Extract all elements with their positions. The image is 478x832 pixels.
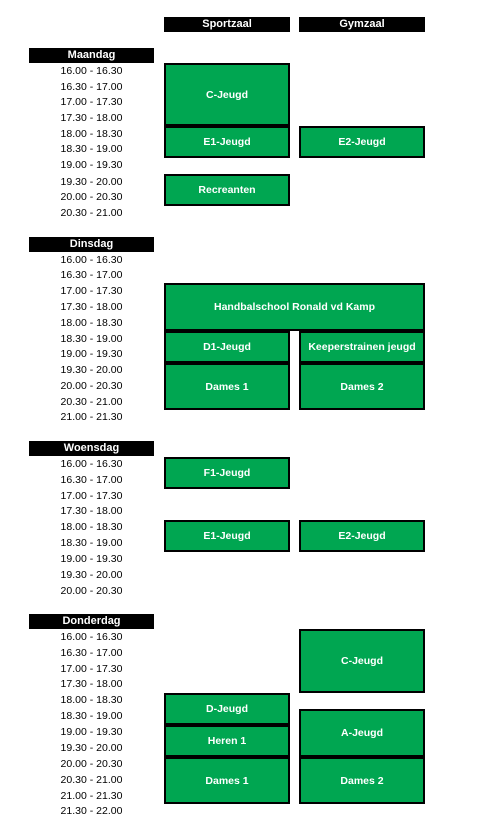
training-block: E1-Jeugd	[164, 520, 290, 552]
time-slot: 16.30 - 17.00	[60, 474, 123, 486]
training-block: Dames 1	[164, 363, 290, 410]
training-block: E1-Jeugd	[164, 126, 290, 158]
time-slot: 17.30 - 18.00	[60, 505, 123, 517]
column-header-gymzaal: Gymzaal	[299, 17, 425, 32]
time-slot: 18.30 - 19.00	[60, 537, 123, 549]
day-header-maandag: Maandag	[29, 48, 154, 63]
column-header-sportzaal: Sportzaal	[164, 17, 290, 32]
time-slot: 20.00 - 20.30	[60, 191, 123, 203]
time-slot: 17.00 - 17.30	[60, 285, 123, 297]
training-block: Recreanten	[164, 174, 290, 206]
training-block: E2-Jeugd	[299, 126, 425, 158]
training-block: F1-Jeugd	[164, 457, 290, 489]
training-block: Handbalschool Ronald vd Kamp	[164, 283, 425, 331]
time-slot: 19.00 - 19.30	[60, 348, 123, 360]
time-slot: 17.00 - 17.30	[60, 663, 123, 675]
training-block: Keeperstrainen jeugd	[299, 331, 425, 363]
time-slot: 16.00 - 16.30	[60, 631, 123, 643]
time-slot: 16.30 - 17.00	[60, 647, 123, 659]
time-slot: 17.00 - 17.30	[60, 490, 123, 502]
time-slot: 18.00 - 18.30	[60, 317, 123, 329]
time-slot: 16.30 - 17.00	[60, 81, 123, 93]
time-slot: 20.00 - 20.30	[60, 758, 123, 770]
day-header-donderdag: Donderdag	[29, 614, 154, 629]
time-slot: 20.30 - 21.00	[60, 774, 123, 786]
time-slot: 16.30 - 17.00	[60, 269, 123, 281]
training-block: D-Jeugd	[164, 693, 290, 725]
day-header-woensdag: Woensdag	[29, 441, 154, 456]
time-slot: 17.00 - 17.30	[60, 96, 123, 108]
training-block: D1-Jeugd	[164, 331, 290, 363]
training-block: Dames 2	[299, 757, 425, 804]
time-slot: 18.30 - 19.00	[60, 710, 123, 722]
time-slot: 20.00 - 20.30	[60, 380, 123, 392]
time-slot: 19.30 - 20.00	[60, 364, 123, 376]
time-slot: 16.00 - 16.30	[60, 254, 123, 266]
time-slot: 19.30 - 20.00	[60, 569, 123, 581]
time-slot: 20.30 - 21.00	[60, 207, 123, 219]
time-slot: 19.00 - 19.30	[60, 159, 123, 171]
time-slot: 17.30 - 18.00	[60, 301, 123, 313]
time-slot: 19.00 - 19.30	[60, 553, 123, 565]
time-slot: 21.30 - 22.00	[60, 805, 123, 817]
time-slot: 17.30 - 18.00	[60, 112, 123, 124]
time-slot: 17.30 - 18.00	[60, 678, 123, 690]
time-slot: 19.30 - 20.00	[60, 176, 123, 188]
time-slot: 19.30 - 20.00	[60, 742, 123, 754]
training-block: C-Jeugd	[164, 63, 290, 126]
time-slot: 18.00 - 18.30	[60, 128, 123, 140]
time-slot: 16.00 - 16.30	[60, 458, 123, 470]
time-slot: 16.00 - 16.30	[60, 65, 123, 77]
training-block: Dames 1	[164, 757, 290, 804]
training-block: E2-Jeugd	[299, 520, 425, 552]
time-slot: 21.00 - 21.30	[60, 790, 123, 802]
time-slot: 19.00 - 19.30	[60, 726, 123, 738]
training-block: A-Jeugd	[299, 709, 425, 757]
time-slot: 18.30 - 19.00	[60, 143, 123, 155]
time-slot: 21.00 - 21.30	[60, 411, 123, 423]
training-block: Dames 2	[299, 363, 425, 410]
time-slot: 20.30 - 21.00	[60, 396, 123, 408]
training-block: Heren 1	[164, 725, 290, 757]
time-slot: 18.30 - 19.00	[60, 333, 123, 345]
time-slot: 20.00 - 20.30	[60, 585, 123, 597]
day-header-dinsdag: Dinsdag	[29, 237, 154, 252]
time-slot: 18.00 - 18.30	[60, 521, 123, 533]
time-slot: 18.00 - 18.30	[60, 694, 123, 706]
training-block: C-Jeugd	[299, 629, 425, 693]
